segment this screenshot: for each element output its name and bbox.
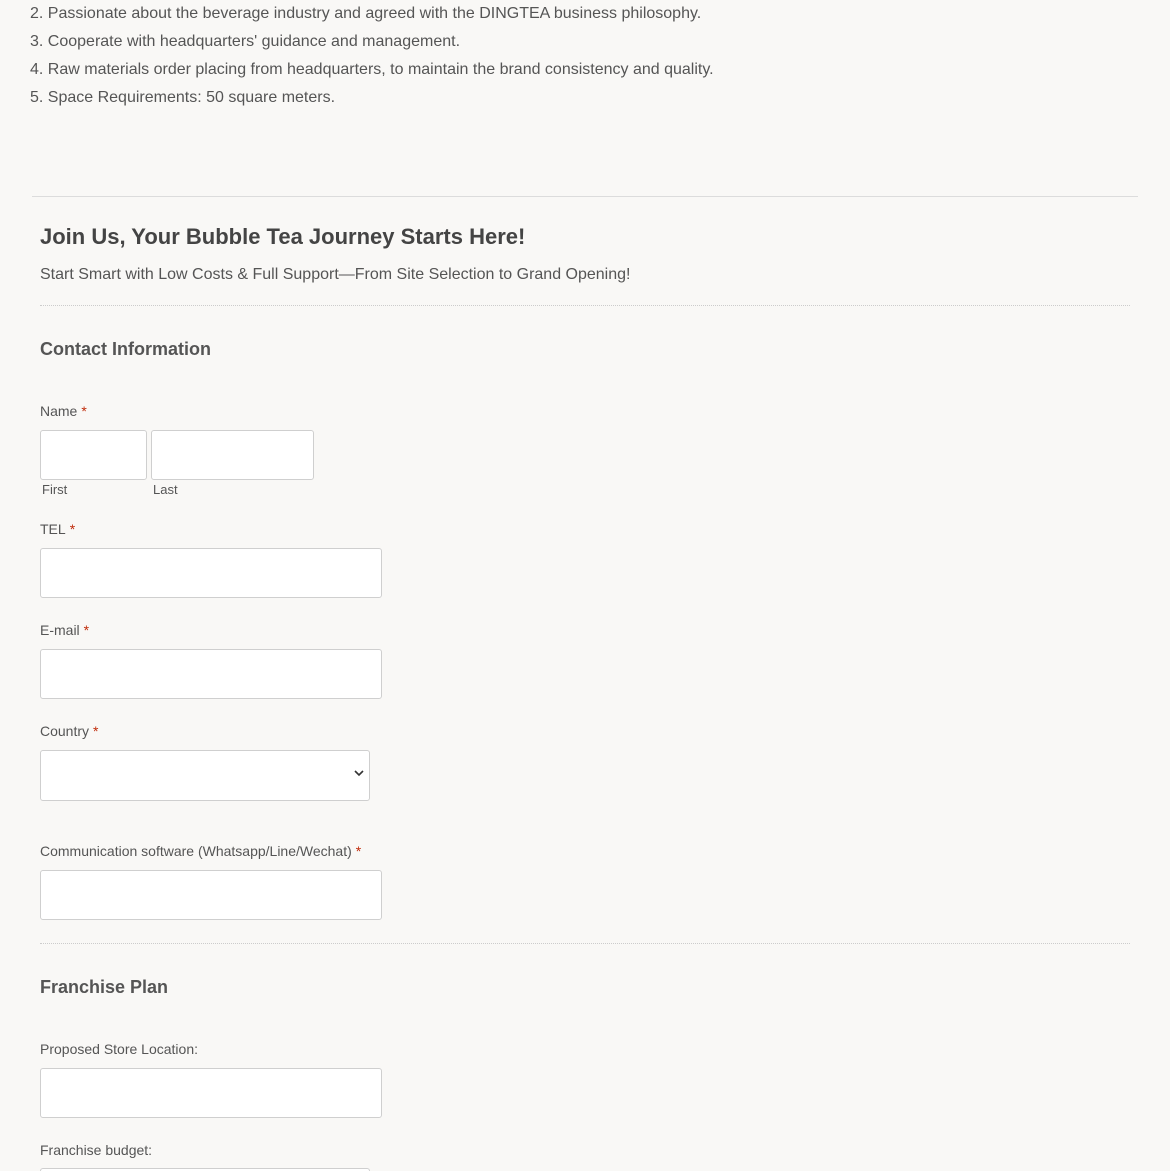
section-divider <box>32 196 1138 197</box>
tel-label <box>40 520 75 538</box>
required-marker: * <box>93 723 99 739</box>
required-marker: * <box>83 622 90 638</box>
comm-software-input[interactable] <box>40 870 382 920</box>
form-divider <box>40 305 1130 306</box>
store-location-input[interactable] <box>40 1068 382 1118</box>
requirements-list <box>30 0 714 112</box>
requirement-item: 5. Space Requirements: 50 square meters. <box>30 89 336 106</box>
form-divider <box>40 943 1130 944</box>
email-input[interactable] <box>40 649 382 699</box>
last-name-input[interactable] <box>151 430 314 480</box>
budget-label: Franchise budget: <box>40 1142 153 1158</box>
country-label <box>40 722 98 740</box>
required-marker: * <box>81 403 87 419</box>
franchise-section-title: Franchise Plan <box>40 977 169 997</box>
requirement-item: 2. Passionate about the beverage industry and agreed with the DINGTEA business philosophy. <box>30 5 702 22</box>
tel-label-text: TEL <box>40 521 66 537</box>
email-label <box>40 621 89 639</box>
chevron-down-icon <box>353 767 365 779</box>
form-title: Join Us, Your Bubble Tea Journey Starts Here! <box>40 224 526 249</box>
first-sublabel: First <box>42 482 68 497</box>
requirement-item: 4. Raw materials order placing from headquarters, to maintain the brand consistency and quality. <box>30 61 714 78</box>
requirement-item: 3. Cooperate with headquarters' guidance and management. <box>30 33 461 50</box>
tel-input[interactable] <box>40 548 382 598</box>
name-label-text: Name <box>40 403 78 419</box>
location-label: Proposed Store Location: <box>40 1041 198 1057</box>
country-select[interactable] <box>40 750 370 801</box>
form-description: Start Smart with Low Costs & Full Support—From Site Selection to Grand Opening! <box>40 266 631 283</box>
comm-label-text: Communication software (Whatsapp/Line/Wechat) <box>40 843 352 859</box>
required-marker: * <box>355 843 362 859</box>
name-label <box>40 402 87 420</box>
email-label-text: E-mail <box>40 622 80 638</box>
contact-section-title: Contact Information <box>40 339 211 359</box>
last-sublabel: Last <box>153 482 178 497</box>
first-name-input[interactable] <box>40 430 147 480</box>
required-marker: * <box>69 521 76 537</box>
comm-label <box>40 842 361 860</box>
country-label-text: Country <box>40 723 90 739</box>
